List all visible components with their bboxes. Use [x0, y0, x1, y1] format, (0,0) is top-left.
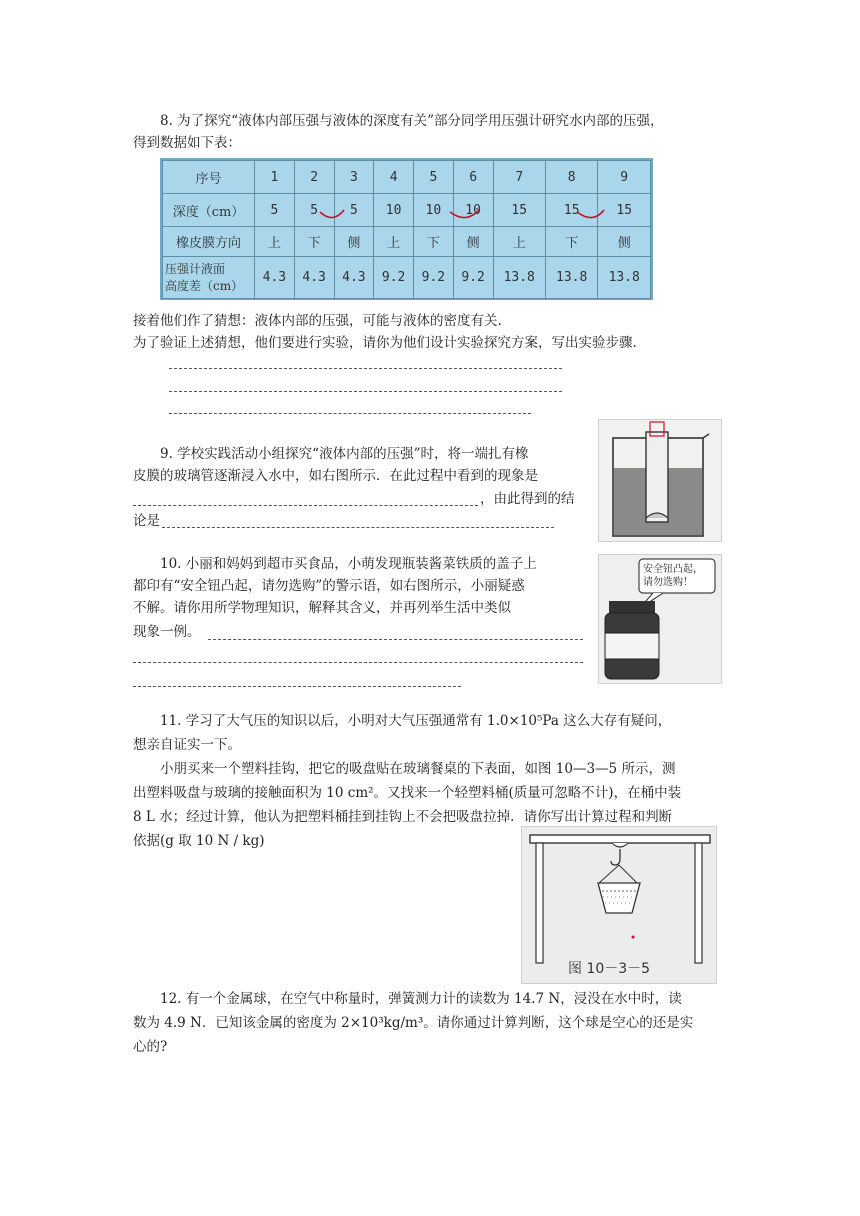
table-cell: 9.2	[453, 257, 493, 299]
answer-line	[208, 639, 583, 640]
table-cell: 上	[255, 227, 295, 257]
q11-figure-hook-bucket	[521, 826, 717, 984]
answer-line	[169, 413, 531, 414]
table-cell: 8	[545, 161, 597, 194]
table-cell: 9.2	[374, 257, 414, 299]
table-cell: 上	[374, 227, 414, 257]
table-cell: 10	[414, 194, 454, 227]
table-cell: 5	[334, 194, 374, 227]
answer-line	[133, 662, 583, 663]
table-cell: 侧	[453, 227, 493, 257]
row-header-depth: 深度（cm）	[163, 194, 255, 227]
table-cell: 下	[294, 227, 334, 257]
q12-line-1: 12. 有一个金属球，在空气中称量时，弹簧测力计的读数为 14.7 N，浸没在水中时，读	[160, 991, 682, 1007]
q11-line-4: 出塑料吸盘与玻璃的接触面积为 10 cm²。又找来一个轻塑料桶(质量可忽略不计)，在桶中装	[133, 785, 682, 801]
table-cell: 10	[453, 194, 493, 227]
table-cell: 13.8	[493, 257, 545, 299]
table-cell: 13.8	[545, 257, 597, 299]
q9-line-2: 皮膜的玻璃管逐渐浸入水中，如右图所示．在此过程中看到的现象是	[133, 468, 538, 484]
q10-figure-jar	[598, 554, 722, 684]
warning-bubble-line1: 安全钮凸起，	[643, 564, 703, 575]
table-cell: 下	[545, 227, 597, 257]
q11-line-6: 依据(g 取 10 N / kg)	[133, 833, 265, 849]
q12-line-2: 数为 4.9 N．已知该金属的密度为 2×10³kg/m³。请你通过计算判断，这个球是空心的还是实	[133, 1015, 694, 1031]
table-cell: 4.3	[255, 257, 295, 299]
table-cell: 侧	[334, 227, 374, 257]
table-cell: 6	[453, 161, 493, 194]
q8-line-1: 8. 为了探究“液体内部压强与液体的深度有关”部分同学用压强计研究水内部的压强，	[160, 113, 664, 129]
table-cell: 侧	[598, 227, 651, 257]
q9-line-4-head: 论是	[133, 513, 160, 529]
answer-line	[169, 391, 562, 392]
table-cell: 下	[414, 227, 454, 257]
q12-line-3: 心的?	[133, 1039, 168, 1055]
table-cell: 5	[414, 161, 454, 194]
table-cell: 5	[294, 194, 334, 227]
table-cell: 15	[545, 194, 597, 227]
answer-line	[133, 505, 478, 506]
row-header-direction: 橡皮膜方向	[163, 227, 255, 257]
table-cell: 7	[493, 161, 545, 194]
table-cell: 上	[493, 227, 545, 257]
warning-bubble-line2: 请勿选购！	[643, 577, 693, 588]
figure-caption: 图 10－3－5	[568, 961, 651, 977]
table-cell: 9.2	[414, 257, 454, 299]
q9-figure-beaker	[598, 419, 722, 542]
table-cell: 13.8	[598, 257, 651, 299]
q10-line-3: 不解。请你用所学物理知识，解释其含义，并再列举生活中类似	[133, 600, 511, 616]
q11-line-1: 11. 学习了大气压的知识以后，小明对大气压强通常有 1.0×10⁵Pa 这么大存有疑问，	[160, 713, 672, 729]
q8-line-2: 得到数据如下表：	[133, 135, 241, 151]
q9-line-1: 9. 学校实践活动小组探究“液体内部的压强”时，将一端扎有橡	[160, 446, 529, 462]
table-cell: 15	[493, 194, 545, 227]
red-check-marks	[160, 158, 653, 300]
table-cell: 9	[598, 161, 651, 194]
beaker-tube-illustration	[599, 420, 721, 541]
q11-line-3: 小朋买来一个塑料挂钩，把它的吸盘贴在玻璃餐桌的下表面，如图 10—3—5 所示，测	[160, 761, 676, 777]
q11-line-5: 8 L 水；经过计算，他认为把塑料桶挂到挂钩上不会把吸盘拉掉．请你写出计算过程和判断	[133, 809, 673, 825]
table-cell: 2	[294, 161, 334, 194]
table-cell: 3	[334, 161, 374, 194]
answer-line	[162, 527, 554, 528]
table-cell: 5	[255, 194, 295, 227]
row-header-index: 序号	[163, 161, 255, 194]
q10-line-2: 都印有“安全钮凸起，请勿选购”的警示语，如右图所示，小丽疑惑	[133, 578, 525, 594]
answer-line	[169, 368, 562, 369]
row-header-height-diff-line2: 高度差（cm）	[165, 278, 244, 293]
row-header-height-diff-line1: 压强计液面	[165, 261, 226, 276]
q10-line-1: 10. 小丽和妈妈到超市买食品，小萌发现瓶装酱菜铁质的盖子上	[160, 556, 537, 572]
table-cell: 10	[374, 194, 414, 227]
table-cell: 4	[374, 161, 414, 194]
table-cell: 1	[255, 161, 295, 194]
q10-line-4-head: 现象一例。	[133, 624, 201, 640]
q9-line-3-tail: ，由此得到的结	[480, 491, 575, 507]
table-cell: 4.3	[334, 257, 374, 299]
warning-bubble-text	[643, 563, 703, 589]
q8-task: 为了验证上述猜想，他们要进行实验，请你为他们设计实验探究方案，写出实验步骤.	[133, 335, 637, 351]
q8-guess: 接着他们作了猜想：液体内部的压强，可能与液体的密度有关.	[133, 313, 502, 329]
q11-line-2: 想亲自证实一下。	[133, 737, 241, 753]
table-cell: 15	[598, 194, 651, 227]
table-cell: 4.3	[294, 257, 334, 299]
answer-line	[133, 686, 461, 687]
